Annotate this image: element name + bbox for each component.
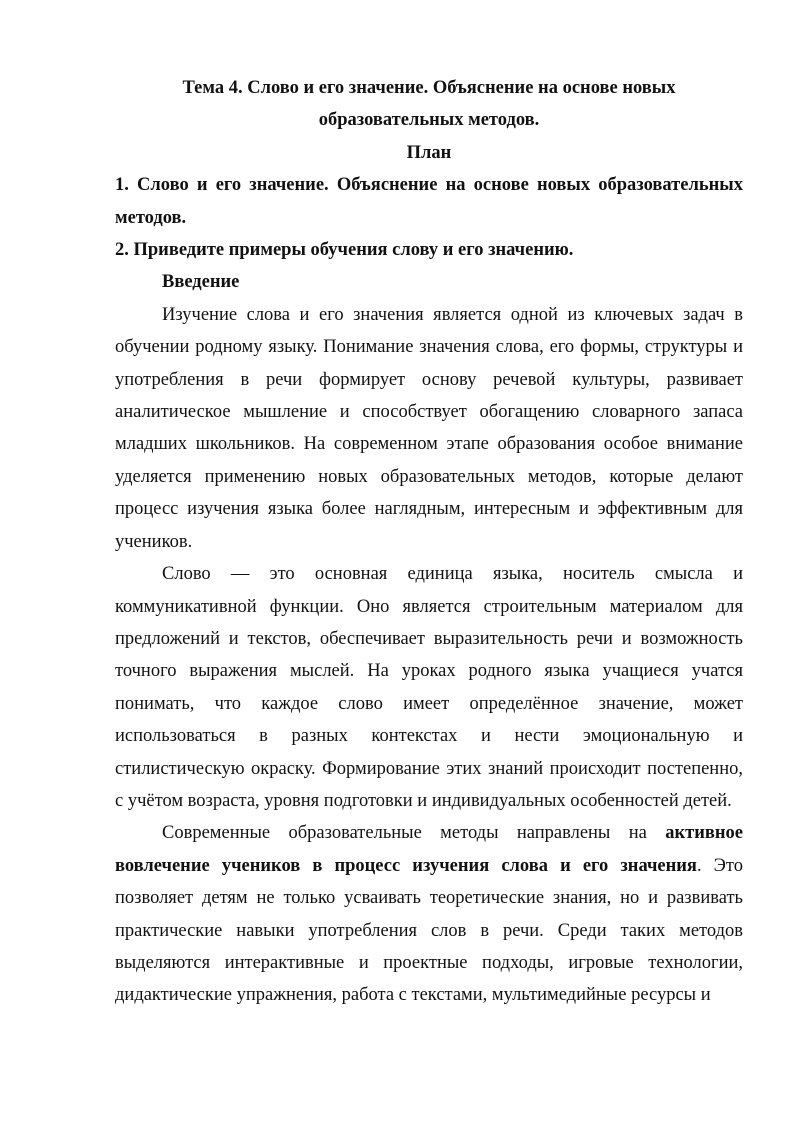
document-page <box>115 72 743 1012</box>
paragraph-3-start: Современные образовательные методы направлены на <box>162 823 666 844</box>
paragraph-2: Слово — это основная единица языка, носитель смысла и коммуникативной функции. Оно является строительным материалом для предложений и текстов, обеспечивает выразительность речи и возможность точного выражения мыслей. На уроках родного языка учащиеся учатся понимать, что каждое слово имеет определённое значение, может использоваться в разных контекстах и нести эмоциональную и стилистическую окраску. Формирование этих знаний происходит постепенно, с учётом возраста, уровня подготовки и индивидуальных особенностей детей. <box>115 564 743 811</box>
paragraph-3-bold: активное вовлечение учеников в процесс изучения слова и его значения <box>115 823 743 876</box>
plan-item-2: 2. Приведите примеры обучения слову и его значению. <box>115 240 574 261</box>
paragraph-1: Изучение слова и его значения является одной из ключевых задач в обучении родному языку. Понимание значения слова, его формы, структуры и употребления в речи формирует основу речевой культуры, развивает аналитическое мышление и способствует обогащению словарного запаса младших школьников. На современном этапе образования особое внимание уделяется применению новых образовательных методов, которые делают процесс изучения языка более наглядным, интересным и эффективным для учеников. <box>115 304 743 552</box>
plan-item-1: 1. Слово и его значение. Объяснение на основе новых образовательных методов. <box>115 175 743 228</box>
plan-heading: План <box>406 142 452 163</box>
paragraph-3 <box>115 817 743 1011</box>
intro-heading: Введение <box>162 272 240 293</box>
document-title: Тема 4. Слово и его значение. Объяснение на основе новых образовательных методов. <box>182 78 676 131</box>
paragraph-3-end: . Это позволяет детям не только усваивать теоретические знания, но и развивать практические навыки употребления слов в речи. Среди таких методов выделяются интерактивные и проектные подходы, игровые технологии, дидактические упражнения, работа с текстами, мультимедийные ресурсы и <box>115 855 743 1006</box>
